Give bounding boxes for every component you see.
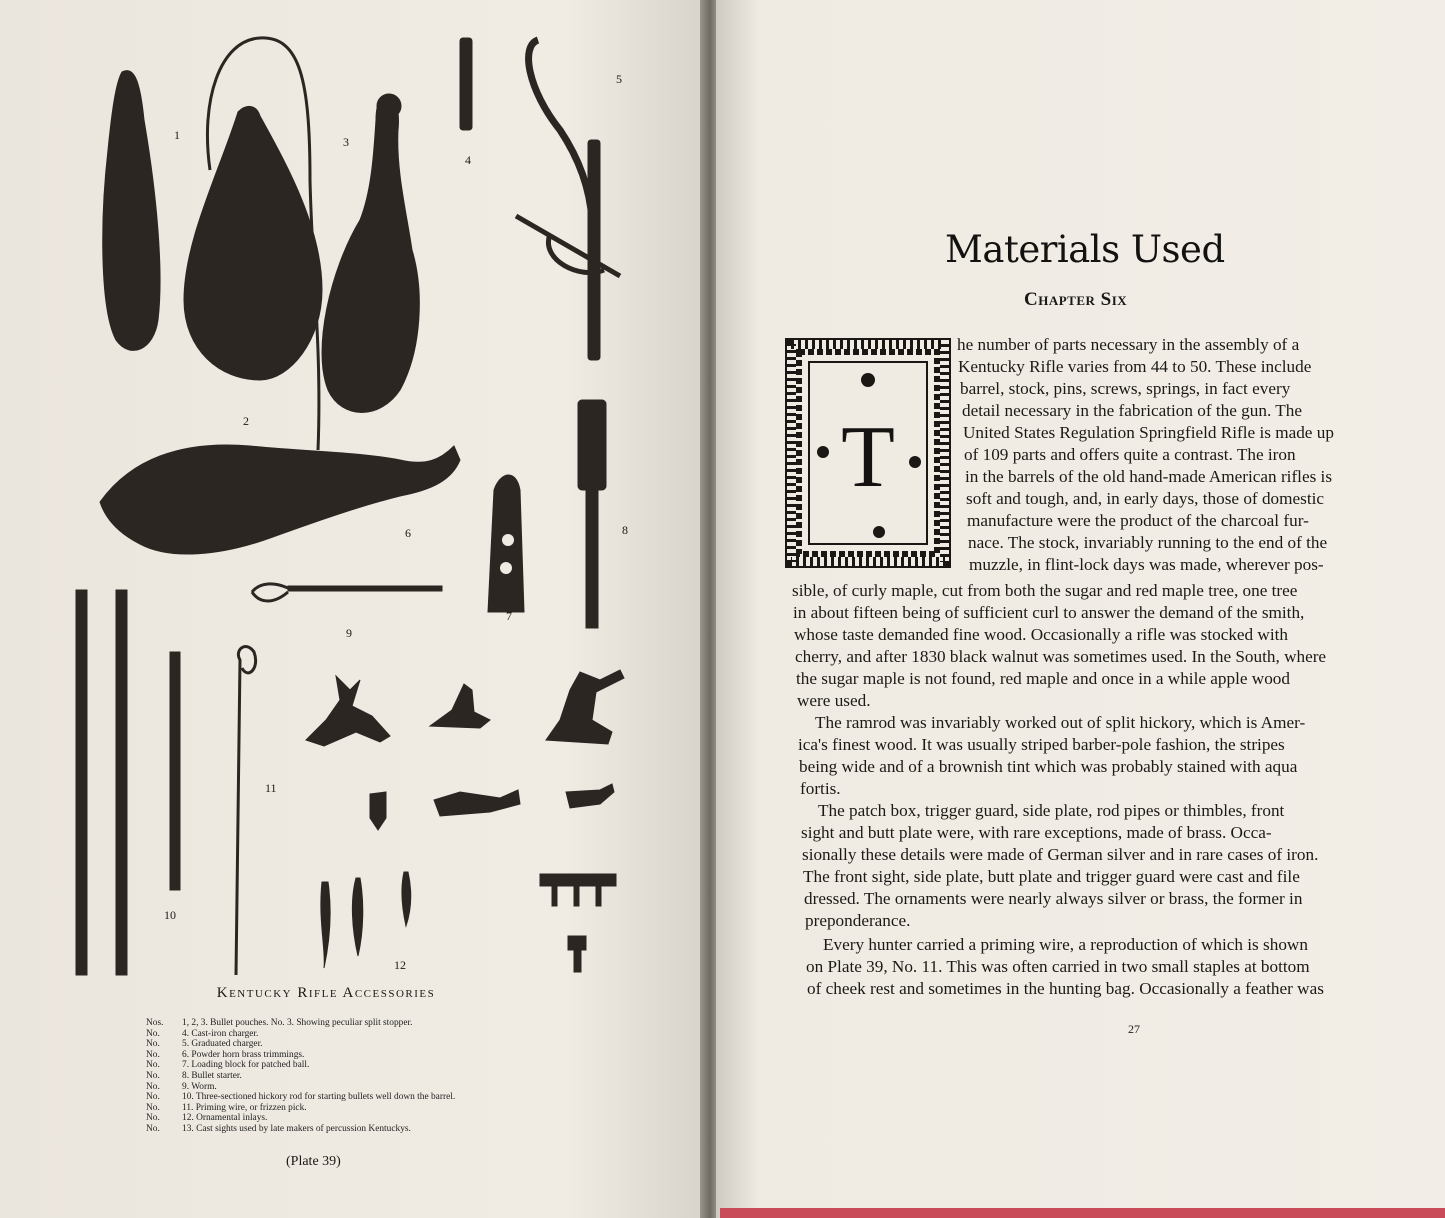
body-line: The ramrod was invariably worked out of split hickory, which is Amer- <box>815 713 1306 732</box>
body-line: barrel, stock, pins, screws, springs, in fact every <box>960 379 1291 398</box>
cast-iron-charger <box>460 38 472 130</box>
plate-caption-title: Kentucky Rifle Accessories <box>216 985 436 1001</box>
body-line: of cheek rest and sometimes in the hunting bag. Occasionally a feather was <box>807 979 1324 998</box>
legend-item: No. 8. Bullet starter. <box>146 1070 242 1081</box>
legend-item: No. 10. Three-sectioned hickory rod for starting bullets well down the barrel. <box>146 1092 456 1103</box>
body-line: sionally these details were made of German silver and in rare cases of iron. <box>802 845 1319 864</box>
accessories-illustration <box>60 20 660 980</box>
chapter-title: Materials Used <box>945 228 1225 271</box>
chapter-subtitle: Chapter Six <box>1024 289 1128 310</box>
hickory-rod-a <box>76 590 87 975</box>
legend-item: No. 7. Loading block for patched ball. <box>146 1060 310 1071</box>
plate-label: (Plate 39) <box>286 1154 341 1169</box>
item-number: 3 <box>343 135 349 149</box>
item-number: 1 <box>174 128 180 142</box>
body-line: nace. The stock, invariably running to the end of the <box>968 533 1328 552</box>
body-line: sible, of curly maple, cut from both the sugar and red maple tree, one tree <box>792 581 1298 600</box>
body-line: he number of parts necessary in the assembly of a <box>957 335 1300 354</box>
bullet-pouch-1 <box>103 71 160 351</box>
inlay-vine-b <box>352 878 362 956</box>
bullet-pouch-3 <box>322 99 419 412</box>
inlay-fox <box>434 790 520 816</box>
item-number: 6 <box>405 526 411 540</box>
body-line: Kentucky Rifle varies from 44 to 50. These include <box>958 357 1312 376</box>
inlay-hunter <box>546 670 624 744</box>
body-line: detail necessary in the fabrication of the gun. The <box>962 401 1302 420</box>
item-number: 8 <box>622 523 628 537</box>
item-number: 2 <box>243 414 249 428</box>
body-line: being wide and of a brownish tint which was probably stained with aqua <box>799 757 1298 776</box>
legend-item: No. 9. Worm. <box>146 1081 217 1092</box>
legend-item: No. 5. Graduated charger. <box>146 1039 263 1050</box>
item-number: 12 <box>394 958 406 972</box>
bullet-starter <box>578 400 606 490</box>
body-line: sight and butt plate were, with rare exceptions, made of brass. Occa- <box>801 823 1272 842</box>
body-line: United States Regulation Springfield Rifle is made up <box>963 423 1334 442</box>
inlay-vine-c <box>402 872 411 926</box>
body-line: The patch box, trigger guard, side plate, rod pipes or thimbles, front <box>818 801 1285 820</box>
legend-item: No. 13. Cast sights used by late makers of percussion Kentuckys. <box>146 1123 411 1134</box>
body-line: The front sight, side plate, butt plate and trigger guard were cast and file <box>803 867 1300 886</box>
legend-item: No. 11. Priming wire, or frizzen pick. <box>146 1102 307 1113</box>
body-line: the sugar maple is not found, red maple and once in a while apple wood <box>796 669 1290 688</box>
inlay-figure-a <box>430 684 490 728</box>
body-line: whose taste demanded fine wood. Occasionally a rifle was stocked with <box>794 625 1288 644</box>
body-line: in about fifteen being of sufficient curl to answer the demand of the smith, <box>793 603 1305 622</box>
body-line: on Plate 39, No. 11. This was often carried in two small staples at bottom <box>806 957 1310 976</box>
plate-legend <box>146 1018 546 1135</box>
worm <box>288 586 442 591</box>
bullet-pouch-2 <box>184 106 322 380</box>
body-line: fortis. <box>800 779 841 798</box>
body-line: manufacture were the product of the charcoal fur- <box>967 511 1309 530</box>
hickory-rod-c <box>170 652 180 890</box>
inlay-deer <box>306 676 390 746</box>
plate-illustration <box>60 20 660 980</box>
inlay-vine-a <box>321 882 330 968</box>
body-line: Every hunter carried a priming wire, a reproduction of which is shown <box>823 935 1308 954</box>
priming-wire <box>236 647 256 975</box>
legend-item: No. 12. Ornamental inlays. <box>146 1113 268 1124</box>
page-number: 27 <box>1128 1022 1140 1036</box>
legend-item: Nos. 1, 2, 3. Bullet pouches. No. 3. Showing peculiar split stopper. <box>146 1018 413 1028</box>
item-number: 10 <box>164 908 176 922</box>
body-line: cherry, and after 1830 black walnut was sometimes used. In the South, where <box>795 647 1327 666</box>
left-page <box>0 0 706 1218</box>
body-line: muzzle, in flint-lock days was made, wherever pos- <box>969 555 1324 574</box>
legend-item: No. 6. Powder horn brass trimmings. <box>146 1049 305 1060</box>
item-number: 7 <box>506 609 512 623</box>
item-number: 4 <box>465 153 471 167</box>
item-number: 11 <box>265 781 277 795</box>
body-line: soft and tough, and, in early days, those of domestic <box>966 489 1325 508</box>
inlay-shield <box>370 792 386 830</box>
body-line: in the barrels of the old hand-made American rifles is <box>965 467 1333 486</box>
body-line: ica's finest wood. It was usually striped barber-pole fashion, the stripes <box>798 735 1285 754</box>
body-line: of 109 parts and offers quite a contrast. The iron <box>964 445 1296 464</box>
drop-cap-letter: T <box>841 409 895 506</box>
decorative-drop-cap <box>783 336 953 570</box>
item-number: 5 <box>616 72 622 86</box>
body-line: dressed. The ornaments were nearly always silver or brass, the former in <box>804 889 1303 908</box>
book-cover-edge <box>720 1208 1445 1218</box>
body-line: were used. <box>797 691 871 710</box>
inlay-dog <box>566 784 614 808</box>
legend-item: No. 4. Cast-iron charger. <box>146 1028 259 1039</box>
hickory-rod-b <box>116 590 127 975</box>
item-number: 9 <box>346 626 352 640</box>
graduated-charger <box>529 40 592 220</box>
body-line: preponderance. <box>805 911 911 930</box>
